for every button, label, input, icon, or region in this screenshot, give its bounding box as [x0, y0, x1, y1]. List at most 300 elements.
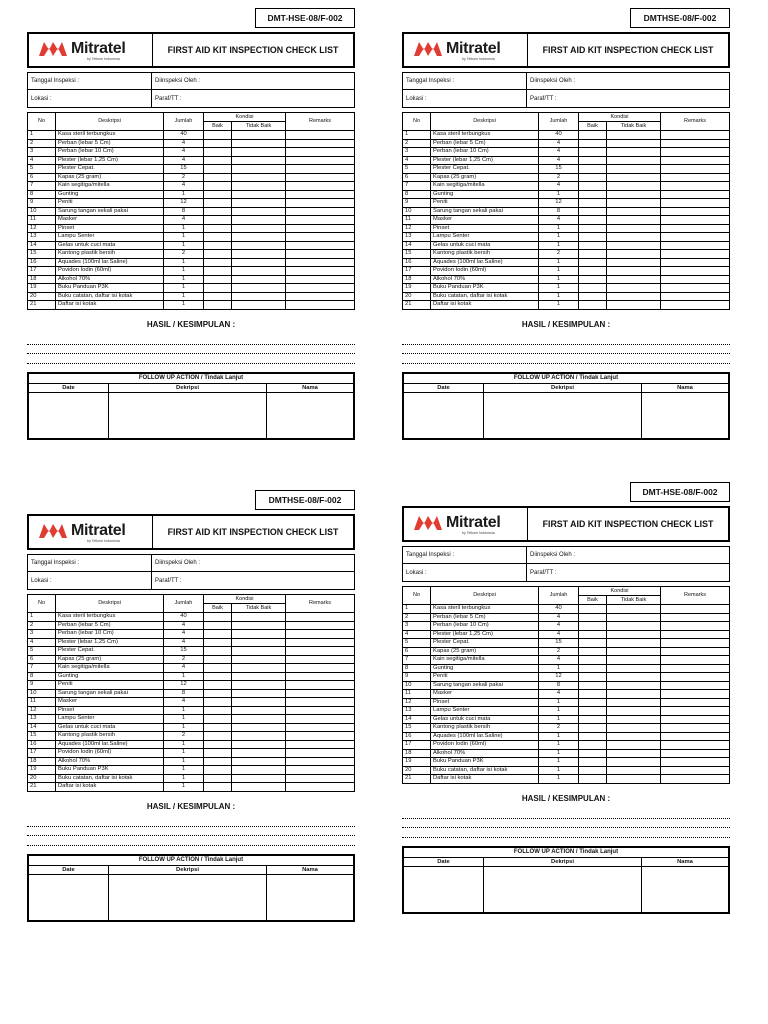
item-baik-cell[interactable]	[204, 732, 232, 741]
item-remarks-cell[interactable]	[661, 190, 730, 199]
item-tidak-baik-cell[interactable]	[607, 284, 661, 293]
item-baik-cell[interactable]	[579, 148, 607, 157]
item-remarks-cell[interactable]	[286, 199, 355, 208]
item-tidak-baik-cell[interactable]	[607, 698, 661, 707]
item-tidak-baik-cell[interactable]	[232, 173, 286, 182]
item-tidak-baik-cell[interactable]	[607, 139, 661, 148]
item-tidak-baik-cell[interactable]	[607, 613, 661, 622]
item-tidak-baik-cell[interactable]	[607, 630, 661, 639]
follow-up-date-col[interactable]	[404, 858, 484, 913]
item-baik-cell[interactable]	[579, 224, 607, 233]
lokasi-label[interactable]: Lokasi :	[403, 90, 527, 107]
item-baik-cell[interactable]	[204, 224, 232, 233]
item-remarks-cell[interactable]	[286, 706, 355, 715]
item-tidak-baik-cell[interactable]	[232, 757, 286, 766]
item-tidak-baik-cell[interactable]	[607, 182, 661, 191]
item-tidak-baik-cell[interactable]	[232, 139, 286, 148]
item-tidak-baik-cell[interactable]	[607, 241, 661, 250]
item-baik-cell[interactable]	[204, 681, 232, 690]
item-baik-cell[interactable]	[204, 216, 232, 225]
item-baik-cell[interactable]	[204, 766, 232, 775]
item-remarks-cell[interactable]	[286, 190, 355, 199]
lokasi-label[interactable]: Lokasi :	[403, 564, 527, 581]
item-baik-cell[interactable]	[579, 275, 607, 284]
item-baik-cell[interactable]	[204, 698, 232, 707]
tanggal-label[interactable]: Tanggal Inspeksi :	[28, 555, 152, 572]
item-baik-cell[interactable]	[204, 647, 232, 656]
item-remarks-cell[interactable]	[661, 681, 730, 690]
item-tidak-baik-cell[interactable]	[232, 224, 286, 233]
item-baik-cell[interactable]	[204, 757, 232, 766]
item-remarks-cell[interactable]	[661, 698, 730, 707]
item-baik-cell[interactable]	[204, 241, 232, 250]
item-tidak-baik-cell[interactable]	[607, 681, 661, 690]
item-remarks-cell[interactable]	[286, 757, 355, 766]
item-tidak-baik-cell[interactable]	[232, 638, 286, 647]
item-baik-cell[interactable]	[579, 639, 607, 648]
item-tidak-baik-cell[interactable]	[232, 216, 286, 225]
item-remarks-cell[interactable]	[286, 156, 355, 165]
item-remarks-cell[interactable]	[661, 148, 730, 157]
item-tidak-baik-cell[interactable]	[232, 131, 286, 140]
item-tidak-baik-cell[interactable]	[232, 630, 286, 639]
item-baik-cell[interactable]	[204, 664, 232, 673]
follow-up-date-col[interactable]	[29, 866, 109, 921]
item-baik-cell[interactable]	[204, 689, 232, 698]
item-remarks-cell[interactable]	[286, 292, 355, 301]
item-baik-cell[interactable]	[579, 156, 607, 165]
item-tidak-baik-cell[interactable]	[607, 664, 661, 673]
item-tidak-baik-cell[interactable]	[607, 224, 661, 233]
item-baik-cell[interactable]	[204, 284, 232, 293]
item-remarks-cell[interactable]	[661, 766, 730, 775]
item-remarks-cell[interactable]	[286, 139, 355, 148]
item-remarks-cell[interactable]	[661, 690, 730, 699]
item-baik-cell[interactable]	[579, 707, 607, 716]
follow-up-nama-col[interactable]	[267, 866, 353, 921]
item-baik-cell[interactable]	[579, 267, 607, 276]
item-baik-cell[interactable]	[579, 775, 607, 784]
item-remarks-cell[interactable]	[286, 681, 355, 690]
item-baik-cell[interactable]	[204, 301, 232, 310]
item-baik-cell[interactable]	[579, 622, 607, 631]
item-remarks-cell[interactable]	[286, 148, 355, 157]
item-tidak-baik-cell[interactable]	[607, 207, 661, 216]
item-tidak-baik-cell[interactable]	[607, 724, 661, 733]
item-remarks-cell[interactable]	[661, 139, 730, 148]
item-tidak-baik-cell[interactable]	[232, 774, 286, 783]
item-tidak-baik-cell[interactable]	[232, 207, 286, 216]
paraf-label[interactable]: Paraf/TT :	[155, 95, 182, 102]
item-tidak-baik-cell[interactable]	[232, 723, 286, 732]
item-baik-cell[interactable]	[204, 131, 232, 140]
item-tidak-baik-cell[interactable]	[232, 292, 286, 301]
item-tidak-baik-cell[interactable]	[232, 182, 286, 191]
item-remarks-cell[interactable]	[661, 258, 730, 267]
item-tidak-baik-cell[interactable]	[607, 199, 661, 208]
item-baik-cell[interactable]	[204, 655, 232, 664]
item-remarks-cell[interactable]	[661, 284, 730, 293]
item-baik-cell[interactable]	[204, 250, 232, 259]
item-remarks-cell[interactable]	[286, 173, 355, 182]
item-baik-cell[interactable]	[579, 139, 607, 148]
item-baik-cell[interactable]	[204, 621, 232, 630]
item-remarks-cell[interactable]	[286, 655, 355, 664]
item-tidak-baik-cell[interactable]	[607, 250, 661, 259]
item-tidak-baik-cell[interactable]	[607, 173, 661, 182]
item-baik-cell[interactable]	[579, 766, 607, 775]
hasil-line[interactable]	[402, 354, 730, 364]
item-baik-cell[interactable]	[204, 148, 232, 157]
item-tidak-baik-cell[interactable]	[232, 706, 286, 715]
item-tidak-baik-cell[interactable]	[607, 216, 661, 225]
item-tidak-baik-cell[interactable]	[607, 715, 661, 724]
item-tidak-baik-cell[interactable]	[607, 275, 661, 284]
item-remarks-cell[interactable]	[286, 672, 355, 681]
item-baik-cell[interactable]	[204, 672, 232, 681]
item-baik-cell[interactable]	[579, 613, 607, 622]
item-baik-cell[interactable]	[204, 275, 232, 284]
item-remarks-cell[interactable]	[286, 258, 355, 267]
item-remarks-cell[interactable]	[661, 758, 730, 767]
item-baik-cell[interactable]	[579, 630, 607, 639]
item-baik-cell[interactable]	[579, 605, 607, 614]
item-qty: 8	[539, 681, 579, 690]
hasil-line[interactable]	[402, 819, 730, 829]
follow-up-dekripsi-col[interactable]	[109, 384, 267, 439]
item-remarks-cell[interactable]	[661, 639, 730, 648]
item-baik-cell[interactable]	[579, 715, 607, 724]
table-row	[403, 258, 730, 267]
item-baik-cell[interactable]	[204, 715, 232, 724]
follow-up-dekripsi-col[interactable]	[109, 866, 267, 921]
item-tidak-baik-cell[interactable]	[607, 622, 661, 631]
item-baik-cell[interactable]	[579, 724, 607, 733]
item-tidak-baik-cell[interactable]	[232, 783, 286, 792]
item-baik-cell[interactable]	[579, 681, 607, 690]
item-remarks-cell[interactable]	[661, 156, 730, 165]
item-baik-cell[interactable]	[579, 656, 607, 665]
item-desc: Kain segitiga/mitella	[56, 182, 164, 191]
item-remarks-cell[interactable]	[661, 613, 730, 622]
item-tidak-baik-cell[interactable]	[232, 199, 286, 208]
item-baik-cell[interactable]	[204, 783, 232, 792]
diinspeksi-label[interactable]: Diinspeksi Oleh :	[152, 555, 354, 572]
item-remarks-cell[interactable]	[286, 740, 355, 749]
item-tidak-baik-cell[interactable]	[232, 766, 286, 775]
item-baik-cell[interactable]	[579, 732, 607, 741]
tanggal-label[interactable]: Tanggal Inspeksi :	[28, 73, 152, 90]
item-remarks-cell[interactable]	[286, 698, 355, 707]
hasil-line[interactable]	[27, 354, 355, 364]
item-tidak-baik-cell[interactable]	[232, 655, 286, 664]
paraf-label[interactable]: Paraf/TT :	[530, 95, 557, 102]
follow-up-nama-col[interactable]	[642, 384, 728, 439]
item-remarks-cell[interactable]	[661, 241, 730, 250]
item-remarks-cell[interactable]	[661, 267, 730, 276]
lokasi-label[interactable]: Lokasi :	[28, 572, 152, 589]
hasil-line[interactable]	[402, 335, 730, 345]
item-tidak-baik-cell[interactable]	[232, 613, 286, 622]
item-tidak-baik-cell[interactable]	[607, 656, 661, 665]
item-baik-cell[interactable]	[579, 241, 607, 250]
item-remarks-cell[interactable]	[661, 182, 730, 191]
hasil-line[interactable]	[27, 345, 355, 355]
item-baik-cell[interactable]	[579, 173, 607, 182]
item-remarks-cell[interactable]	[661, 250, 730, 259]
item-tidak-baik-cell[interactable]	[232, 689, 286, 698]
item-remarks-cell[interactable]	[661, 233, 730, 242]
item-tidak-baik-cell[interactable]	[232, 284, 286, 293]
item-baik-cell[interactable]	[204, 630, 232, 639]
item-remarks-cell[interactable]	[661, 775, 730, 784]
item-baik-cell[interactable]	[579, 292, 607, 301]
item-tidak-baik-cell[interactable]	[607, 673, 661, 682]
item-baik-cell[interactable]	[204, 199, 232, 208]
item-baik-cell[interactable]	[579, 165, 607, 174]
follow-up-date-col[interactable]	[404, 384, 484, 439]
table-row	[403, 216, 730, 225]
item-remarks-cell[interactable]	[286, 689, 355, 698]
item-no: 10	[403, 207, 431, 216]
item-remarks-cell[interactable]	[661, 707, 730, 716]
item-tidak-baik-cell[interactable]	[607, 690, 661, 699]
item-tidak-baik-cell[interactable]	[607, 732, 661, 741]
item-remarks-cell[interactable]	[661, 301, 730, 310]
follow-up-dekripsi-col[interactable]	[484, 384, 642, 439]
item-baik-cell[interactable]	[579, 199, 607, 208]
tanggal-label[interactable]: Tanggal Inspeksi :	[403, 73, 527, 90]
item-remarks-cell[interactable]	[661, 732, 730, 741]
item-tidak-baik-cell[interactable]	[232, 156, 286, 165]
item-tidak-baik-cell[interactable]	[232, 275, 286, 284]
item-remarks-cell[interactable]	[661, 622, 730, 631]
item-tidak-baik-cell[interactable]	[607, 292, 661, 301]
item-remarks-cell[interactable]	[286, 774, 355, 783]
item-remarks-cell[interactable]	[661, 741, 730, 750]
item-remarks-cell[interactable]	[286, 723, 355, 732]
item-remarks-cell[interactable]	[661, 715, 730, 724]
item-remarks-cell[interactable]	[286, 647, 355, 656]
item-baik-cell[interactable]	[204, 706, 232, 715]
item-remarks-cell[interactable]	[661, 605, 730, 614]
item-tidak-baik-cell[interactable]	[232, 715, 286, 724]
item-baik-cell[interactable]	[579, 216, 607, 225]
item-remarks-cell[interactable]	[286, 783, 355, 792]
item-tidak-baik-cell[interactable]	[607, 165, 661, 174]
item-remarks-cell[interactable]	[661, 647, 730, 656]
item-baik-cell[interactable]	[579, 673, 607, 682]
diinspeksi-label[interactable]: Diinspeksi Oleh :	[152, 73, 354, 90]
item-baik-cell[interactable]	[204, 182, 232, 191]
item-baik-cell[interactable]	[579, 190, 607, 199]
item-baik-cell[interactable]	[204, 173, 232, 182]
follow-up-nama-col[interactable]	[267, 384, 353, 439]
item-baik-cell[interactable]	[204, 139, 232, 148]
item-remarks-cell[interactable]	[286, 241, 355, 250]
follow-up-dekripsi-col[interactable]	[484, 858, 642, 913]
item-tidak-baik-cell[interactable]	[607, 605, 661, 614]
item-remarks-cell[interactable]	[661, 199, 730, 208]
item-tidak-baik-cell[interactable]	[232, 698, 286, 707]
item-baik-cell[interactable]	[579, 131, 607, 140]
item-remarks-cell[interactable]	[661, 656, 730, 665]
item-tidak-baik-cell[interactable]	[607, 156, 661, 165]
item-remarks-cell[interactable]	[286, 766, 355, 775]
item-tidak-baik-cell[interactable]	[607, 749, 661, 758]
item-remarks-cell[interactable]	[661, 275, 730, 284]
item-remarks-cell[interactable]	[286, 613, 355, 622]
follow-up-nama-col[interactable]	[642, 858, 728, 913]
hasil-line[interactable]	[27, 827, 355, 837]
item-remarks-cell[interactable]	[661, 173, 730, 182]
item-tidak-baik-cell[interactable]	[232, 672, 286, 681]
hasil-line[interactable]	[402, 828, 730, 838]
diinspeksi-label[interactable]: Diinspeksi Oleh :	[527, 73, 729, 90]
item-tidak-baik-cell[interactable]	[232, 749, 286, 758]
item-remarks-cell[interactable]	[286, 233, 355, 242]
item-remarks-cell[interactable]	[661, 664, 730, 673]
item-remarks-cell[interactable]	[286, 224, 355, 233]
hasil-line[interactable]	[27, 817, 355, 827]
item-remarks-cell[interactable]	[286, 207, 355, 216]
item-remarks-cell[interactable]	[661, 165, 730, 174]
item-baik-cell[interactable]	[579, 207, 607, 216]
item-tidak-baik-cell[interactable]	[232, 233, 286, 242]
item-tidak-baik-cell[interactable]	[607, 267, 661, 276]
item-baik-cell[interactable]	[204, 233, 232, 242]
item-tidak-baik-cell[interactable]	[232, 250, 286, 259]
item-baik-cell[interactable]	[579, 301, 607, 310]
item-tidak-baik-cell[interactable]	[607, 647, 661, 656]
item-tidak-baik-cell[interactable]	[607, 741, 661, 750]
table-row	[403, 690, 730, 699]
item-tidak-baik-cell[interactable]	[232, 732, 286, 741]
item-tidak-baik-cell[interactable]	[232, 190, 286, 199]
lokasi-label[interactable]: Lokasi :	[28, 90, 152, 107]
item-remarks-cell[interactable]	[286, 182, 355, 191]
item-baik-cell[interactable]	[204, 638, 232, 647]
item-baik-cell[interactable]	[579, 690, 607, 699]
item-baik-cell[interactable]	[579, 250, 607, 259]
item-tidak-baik-cell[interactable]	[607, 131, 661, 140]
item-tidak-baik-cell[interactable]	[607, 766, 661, 775]
item-remarks-cell[interactable]	[286, 131, 355, 140]
item-baik-cell[interactable]	[204, 207, 232, 216]
item-tidak-baik-cell[interactable]	[607, 258, 661, 267]
item-remarks-cell[interactable]	[661, 673, 730, 682]
item-baik-cell[interactable]	[579, 233, 607, 242]
item-tidak-baik-cell[interactable]	[607, 758, 661, 767]
item-remarks-cell[interactable]	[286, 749, 355, 758]
hasil-line[interactable]	[402, 345, 730, 355]
item-baik-cell[interactable]	[204, 723, 232, 732]
item-baik-cell[interactable]	[579, 749, 607, 758]
item-baik-cell[interactable]	[579, 698, 607, 707]
item-remarks-cell[interactable]	[286, 267, 355, 276]
item-tidak-baik-cell[interactable]	[232, 148, 286, 157]
item-remarks-cell[interactable]	[286, 732, 355, 741]
item-tidak-baik-cell[interactable]	[607, 301, 661, 310]
item-tidak-baik-cell[interactable]	[607, 707, 661, 716]
item-baik-cell[interactable]	[579, 758, 607, 767]
paraf-label[interactable]: Paraf/TT :	[155, 577, 182, 584]
item-baik-cell[interactable]	[204, 156, 232, 165]
item-remarks-cell[interactable]	[661, 207, 730, 216]
hasil-line[interactable]	[27, 836, 355, 846]
item-remarks-cell[interactable]	[661, 131, 730, 140]
item-tidak-baik-cell[interactable]	[232, 647, 286, 656]
item-tidak-baik-cell[interactable]	[232, 681, 286, 690]
item-baik-cell[interactable]	[579, 647, 607, 656]
item-baik-cell[interactable]	[204, 774, 232, 783]
item-baik-cell[interactable]	[204, 258, 232, 267]
item-tidak-baik-cell[interactable]	[607, 775, 661, 784]
item-tidak-baik-cell[interactable]	[232, 267, 286, 276]
item-baik-cell[interactable]	[204, 613, 232, 622]
item-remarks-cell[interactable]	[661, 749, 730, 758]
item-remarks-cell[interactable]	[286, 250, 355, 259]
tanggal-label[interactable]: Tanggal Inspeksi :	[403, 547, 527, 564]
item-tidak-baik-cell[interactable]	[607, 148, 661, 157]
item-baik-cell[interactable]	[579, 664, 607, 673]
item-tidak-baik-cell[interactable]	[232, 258, 286, 267]
item-baik-cell[interactable]	[204, 292, 232, 301]
item-remarks-cell[interactable]	[286, 165, 355, 174]
item-tidak-baik-cell[interactable]	[232, 740, 286, 749]
item-remarks-cell[interactable]	[661, 724, 730, 733]
hasil-line[interactable]	[402, 809, 730, 819]
item-baik-cell[interactable]	[204, 749, 232, 758]
item-tidak-baik-cell[interactable]	[232, 241, 286, 250]
item-tidak-baik-cell[interactable]	[607, 233, 661, 242]
paraf-label[interactable]: Paraf/TT :	[530, 569, 557, 576]
item-qty: 4	[539, 156, 579, 165]
item-remarks-cell[interactable]	[661, 292, 730, 301]
item-remarks-cell[interactable]	[286, 284, 355, 293]
item-tidak-baik-cell[interactable]	[607, 639, 661, 648]
item-remarks-cell[interactable]	[286, 664, 355, 673]
item-remarks-cell[interactable]	[661, 630, 730, 639]
item-baik-cell[interactable]	[579, 258, 607, 267]
item-remarks-cell[interactable]	[286, 621, 355, 630]
item-baik-cell[interactable]	[204, 190, 232, 199]
item-tidak-baik-cell[interactable]	[232, 664, 286, 673]
item-remarks-cell[interactable]	[286, 301, 355, 310]
item-desc: Perban (lebar 5 Cm)	[431, 139, 539, 148]
item-remarks-cell[interactable]	[286, 715, 355, 724]
item-baik-cell[interactable]	[204, 267, 232, 276]
item-tidak-baik-cell[interactable]	[232, 621, 286, 630]
follow-up-date-col[interactable]	[29, 384, 109, 439]
item-baik-cell[interactable]	[204, 740, 232, 749]
item-baik-cell[interactable]	[579, 284, 607, 293]
item-tidak-baik-cell[interactable]	[232, 165, 286, 174]
item-remarks-cell[interactable]	[286, 275, 355, 284]
item-tidak-baik-cell[interactable]	[232, 301, 286, 310]
item-remarks-cell[interactable]	[661, 216, 730, 225]
item-remarks-cell[interactable]	[286, 630, 355, 639]
item-remarks-cell[interactable]	[661, 224, 730, 233]
item-baik-cell[interactable]	[579, 182, 607, 191]
hasil-line[interactable]	[27, 335, 355, 345]
item-baik-cell[interactable]	[204, 165, 232, 174]
item-remarks-cell[interactable]	[286, 638, 355, 647]
item-tidak-baik-cell[interactable]	[607, 190, 661, 199]
item-baik-cell[interactable]	[579, 741, 607, 750]
diinspeksi-label[interactable]: Diinspeksi Oleh :	[527, 547, 729, 564]
item-remarks-cell[interactable]	[286, 216, 355, 225]
